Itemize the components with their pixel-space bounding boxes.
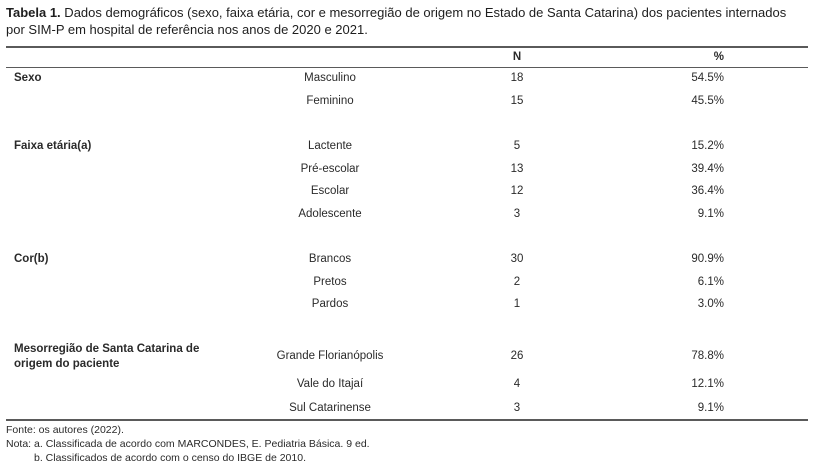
note-a: Nota: a. Classificada de acordo com MARCONDES, E. Pediatria Básica. 9 ed. [6,438,370,450]
caption-label: Tabela 1. [6,5,61,20]
top-rule [6,46,808,48]
header-rule [6,67,808,68]
note-b: b. Classificados de acordo com o censo do IBGE de 2010. [34,452,306,464]
group-title-mesorregiao: Mesorregião de Santa Catarina de origem do paciente [14,343,200,370]
group-title-cor: Cor(b) [14,253,49,265]
source-note: Fonte: os autores (2022). [6,424,124,436]
group-title-sexo: Sexo [14,72,42,84]
table-page: Tabela 1. Dados demográficos (sexo, faixa etária, cor e mesorregião de origem no Estado de Santa Catarina) dos pacientes internados por SIM-P em hospital de referência nos anos de 2020 e 2021. N % Sexo Masculino 18 54.5% Feminino 15 45.5% Faixa etária(a) Lactente 5 15.2% Pré-escolar 13 39.4% Escolar 12 36.4% Adolescente 3 9.1% Cor(b) Brancos 30 90.9% Pretos 2 6.1% Pardos 1 3.0% Mesorregião de Santa Catarina de origem do paciente Grande Florianópolis 26 78.8% Vale do Itajaí 4 12.1% Sul Catarinense 3 9.1% Fonte: os autores (2022). Nota: a. Classificada de acordo com MARCONDES, E. Pediatria Básica. 9 ed. b. Classificados de acordo com o censo do IBGE de 2010. [0,0,813,474]
group-title-faixa-etaria: Faixa etária(a) [14,140,92,152]
caption-text: Dados demográficos (sexo, faixa etária, cor e mesorregião de origem no Estado de Santa Catarina) dos pacientes internados por SIM-P em hospital de referência nos anos de 2020 e 2021. [6,5,787,37]
table-caption [6,4,806,38]
bottom-rule [6,419,808,421]
